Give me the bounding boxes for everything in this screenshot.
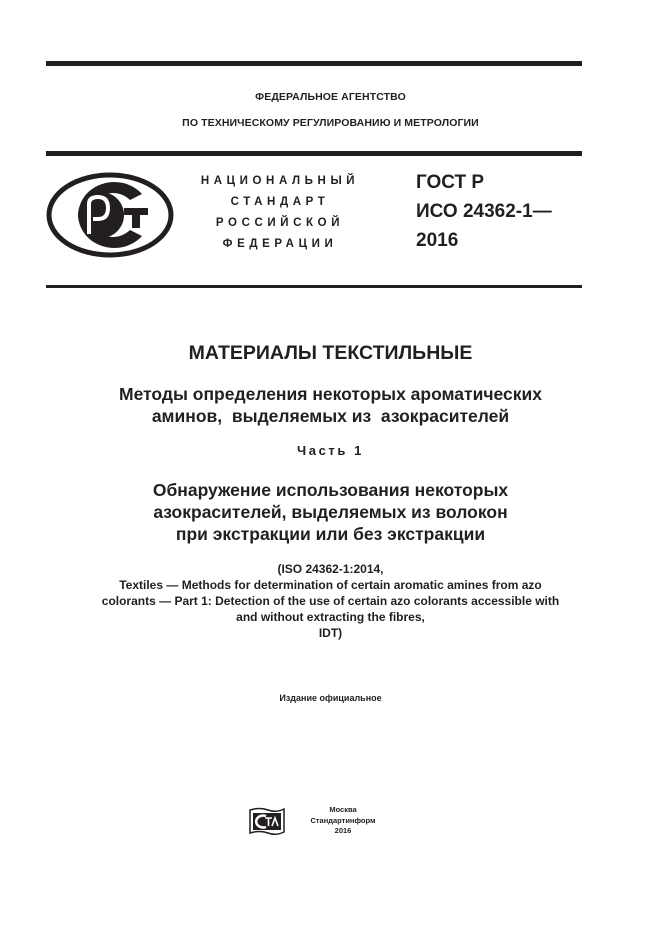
document-title: МАТЕРИАЛЫ ТЕКСТИЛЬНЫЕ bbox=[188, 342, 473, 364]
part-title-line: при экстракции или без экстракции bbox=[175, 524, 486, 544]
bottom-rule bbox=[46, 285, 582, 288]
national-line: СТАНДАРТ bbox=[230, 196, 330, 208]
middle-rule bbox=[46, 151, 582, 156]
agency-name-line-2: ПО ТЕХНИЧЕСКОМУ РЕГУЛИРОВАНИЮ И МЕТРОЛОГИИ bbox=[182, 117, 479, 129]
national-line: ФЕДЕРАЦИИ bbox=[222, 238, 338, 250]
iso-reference-line: (ISO 24362-1:2014, bbox=[277, 562, 384, 576]
gost-r-certification-mark-icon bbox=[46, 172, 174, 258]
part-label: Часть 1 bbox=[297, 443, 364, 458]
publisher-city: Москва bbox=[329, 805, 357, 814]
publisher-year: 2016 bbox=[334, 826, 352, 835]
subtitle-line: аминов, выделяемых из азокрасителей bbox=[151, 406, 510, 426]
standartinform-logo-icon bbox=[248, 806, 286, 838]
part-title-line: азокрасителей, выделяемых из волокон bbox=[153, 502, 508, 522]
iso-reference bbox=[0, 561, 661, 641]
publisher-name: Стандартинформ bbox=[310, 815, 376, 825]
part-title-line: Обнаружение использования некоторых bbox=[152, 480, 509, 500]
designation-line: 2016 bbox=[416, 230, 459, 251]
subtitle-line: Методы определения некоторых ароматических bbox=[119, 384, 542, 404]
agency-name-line-1: ФЕДЕРАЛЬНОЕ АГЕНТСТВО bbox=[255, 91, 406, 103]
designation-line: ГОСТ Р bbox=[416, 172, 485, 193]
document-subtitle bbox=[0, 383, 661, 427]
national-standard-label bbox=[180, 171, 380, 255]
designation-line: ИСО 24362-1— bbox=[416, 201, 552, 222]
part-title bbox=[0, 479, 661, 545]
standard-designation bbox=[416, 168, 552, 255]
official-edition-label: Издание официальное bbox=[279, 693, 382, 703]
iso-reference-line: IDT) bbox=[318, 626, 343, 640]
top-rule bbox=[46, 61, 582, 66]
national-line: НАЦИОНАЛЬНЫЙ bbox=[200, 175, 360, 187]
publisher-info bbox=[300, 805, 386, 837]
iso-reference-line: and without extracting the fibres, bbox=[236, 610, 425, 624]
iso-reference-line: colorants — Part 1: Detection of the use of certain azo colorants accessible with bbox=[101, 594, 560, 608]
national-line: РОССИЙСКОЙ bbox=[215, 217, 345, 229]
iso-reference-line: Textiles — Methods for determination of certain aromatic amines from azo bbox=[119, 578, 542, 592]
